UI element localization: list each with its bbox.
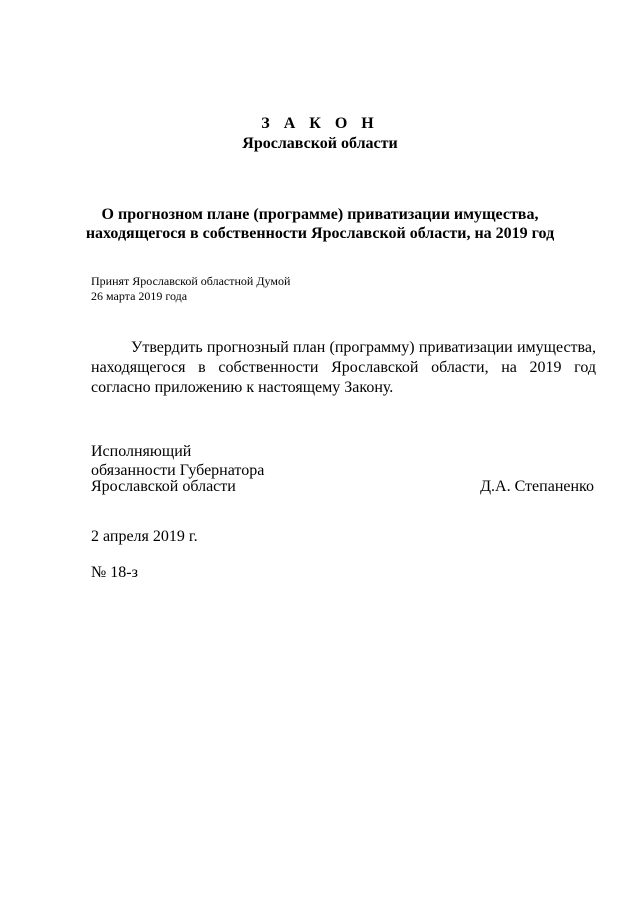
law-number: № 18-з <box>91 564 138 581</box>
signer-position-line-1: Исполняющий <box>91 443 192 460</box>
law-subject-line-2: находящегося в собственности Ярославской области, на 2019 год <box>85 225 555 242</box>
signer-position-line-2: обязанности Губернатора <box>91 462 265 479</box>
signing-date: 2 апреля 2019 г. <box>91 528 198 545</box>
law-body-paragraph: Утвердить прогнозный план (программу) приватизации имущества, находящегося в собственности Ярославской области, на 2019 год согласно приложению к настоящему Закону. <box>91 339 596 396</box>
adoption-date: 26 марта 2019 года <box>91 289 188 303</box>
law-subject-line-1: О прогнозном плане (программе) приватизации имущества, <box>101 206 539 223</box>
signer-position-line-3: Ярославской области <box>91 478 236 495</box>
law-region: Ярославской области <box>242 135 398 152</box>
law-title: З А К О Н <box>261 115 379 132</box>
signer-name: Д.А. Степаненко <box>480 478 594 495</box>
adoption-authority: Принят Ярославской областной Думой <box>91 274 291 288</box>
